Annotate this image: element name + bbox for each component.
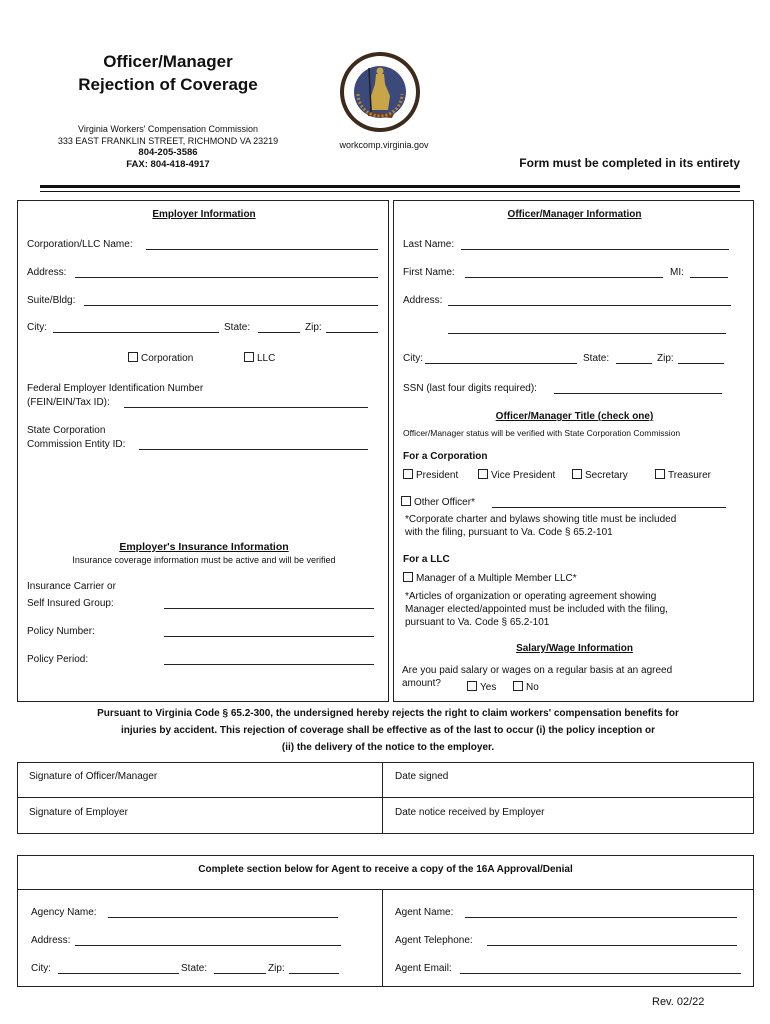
- salary-no-checkbox-box[interactable]: [513, 681, 523, 691]
- salary-yes-checkbox-box[interactable]: [467, 681, 477, 691]
- last-name-label: Last Name:: [403, 239, 455, 250]
- rejection-statement: [24, 705, 752, 756]
- agent-email-label: Agent Email:: [395, 963, 452, 974]
- form-title: [50, 50, 286, 96]
- agent-telephone-label: Agent Telephone:: [395, 935, 473, 946]
- signature-divider-vertical: [382, 763, 383, 833]
- employer-address-label: Address:: [27, 267, 67, 278]
- scc-entity-id-field[interactable]: [139, 449, 368, 450]
- virginia-seal-icon: [338, 50, 422, 134]
- ssn-label: SSN (last four digits required):: [403, 383, 537, 394]
- llc-note-line-2: Manager elected/appointed must be included with the filing,: [405, 604, 668, 615]
- salary-yes-checkbox[interactable]: [467, 681, 496, 693]
- salary-question-line-1: Are you paid salary or wages on a regular basis at an agreed: [402, 665, 673, 676]
- corp-note: [405, 513, 676, 539]
- policy-number-label: Policy Number:: [27, 626, 95, 637]
- other-officer-checkbox-box[interactable]: [401, 496, 411, 506]
- signature-divider-horizontal: [18, 797, 753, 798]
- employer-zip-label: Zip:: [305, 322, 322, 333]
- officer-address-field-2[interactable]: [448, 333, 726, 334]
- first-name-field[interactable]: [465, 277, 663, 278]
- fein-label-line-1: Federal Employer Identification Number: [27, 383, 204, 394]
- salary-no-checkbox[interactable]: [513, 681, 539, 693]
- insurance-note: Insurance coverage information must be active and will be verified: [72, 555, 336, 565]
- salary-question-line-2: amount?: [402, 678, 441, 689]
- llc-checkbox-label: LLC: [257, 353, 276, 364]
- last-name-field[interactable]: [461, 249, 729, 250]
- carrier-label-line-1: Insurance Carrier or: [27, 581, 116, 592]
- agent-address-label: Address:: [31, 935, 71, 946]
- other-officer-checkbox[interactable]: [401, 496, 475, 508]
- treasurer-label: Treasurer: [668, 470, 711, 481]
- officer-section: [393, 200, 754, 702]
- carrier-field[interactable]: [164, 608, 374, 609]
- employer-heading: Employer Information: [152, 209, 256, 220]
- llc-note: [405, 590, 668, 629]
- ssn-field[interactable]: [554, 393, 722, 394]
- officer-signature-field[interactable]: Signature of Officer/Manager: [29, 771, 158, 782]
- officer-city-label: City:: [403, 353, 423, 364]
- employer-state-label: State:: [224, 322, 251, 333]
- policy-period-field[interactable]: [164, 664, 374, 665]
- agent-state-label: State:: [181, 963, 208, 974]
- employer-suite-field[interactable]: [84, 305, 378, 306]
- corp-title-heading: For a Corporation: [403, 451, 488, 462]
- statement-line-3: (ii) the delivery of the notice to the employer.: [281, 742, 495, 753]
- carrier-label-line-2: Self Insured Group:: [27, 598, 114, 609]
- agent-heading: Complete section below for Agent to receive a copy of the 16A Approval/Denial: [198, 864, 573, 875]
- treasurer-checkbox-box[interactable]: [655, 469, 665, 479]
- corp-note-line-2: with the filing, pursuant to Va. Code § 65.2-101: [405, 527, 613, 538]
- employer-signature-field[interactable]: Signature of Employer: [29, 807, 128, 818]
- scc-label-line-2: Commission Entity ID:: [27, 439, 126, 450]
- corporation-checkbox-label: Corporation: [141, 353, 194, 364]
- secretary-checkbox[interactable]: [572, 469, 628, 481]
- title-line-2: Rejection of Coverage: [78, 75, 258, 94]
- agency-name-label: Agency Name:: [31, 907, 97, 918]
- vice-president-checkbox[interactable]: [478, 469, 555, 481]
- agency-address: 333 EAST FRANKLIN STREET, RICHMOND VA 23219: [57, 136, 279, 146]
- llc-title-heading: For a LLC: [403, 554, 450, 565]
- llc-note-line-1: *Articles of organization or operating agreement showing: [405, 591, 657, 602]
- verify-note: Officer/Manager status will be verified with State Corporation Commission: [403, 428, 681, 438]
- agent-heading-divider: [18, 889, 753, 890]
- mi-field[interactable]: [690, 277, 728, 278]
- policy-number-field[interactable]: [164, 636, 374, 637]
- salary-heading: Salary/Wage Information: [516, 643, 633, 654]
- agent-name-field[interactable]: [465, 917, 737, 918]
- scc-label-line-1: State Corporation: [27, 425, 106, 436]
- president-label: President: [416, 470, 459, 481]
- employer-zip-field[interactable]: [326, 332, 378, 333]
- vice-president-label: Vice President: [491, 470, 556, 481]
- agency-phone: 804-205-3586: [138, 147, 198, 158]
- employer-suite-label: Suite/Bldg:: [27, 295, 76, 306]
- date-signed-field[interactable]: Date signed: [395, 771, 449, 782]
- header-rule-thick: [40, 185, 740, 188]
- signature-table: [17, 762, 754, 834]
- president-checkbox[interactable]: [403, 469, 458, 481]
- president-checkbox-box[interactable]: [403, 469, 413, 479]
- title-line-1: Officer/Manager: [103, 52, 233, 71]
- agent-telephone-field[interactable]: [487, 945, 737, 946]
- secretary-label: Secretary: [585, 470, 628, 481]
- corporation-checkbox[interactable]: [128, 352, 193, 364]
- agent-name-label: Agent Name:: [395, 907, 454, 918]
- date-notice-field[interactable]: Date notice received by Employer: [395, 807, 545, 818]
- policy-period-label: Policy Period:: [27, 654, 89, 665]
- agency-name-field[interactable]: [108, 917, 338, 918]
- other-officer-field[interactable]: [492, 507, 726, 508]
- employer-section: [17, 200, 389, 702]
- agent-address-field[interactable]: [75, 945, 341, 946]
- llc-checkbox-box[interactable]: [244, 352, 254, 362]
- agent-zip-field[interactable]: [289, 973, 339, 974]
- officer-state-field[interactable]: [616, 363, 652, 364]
- agent-email-field[interactable]: [460, 973, 741, 974]
- first-name-label: First Name:: [403, 267, 455, 278]
- completion-notice: Form must be completed in its entirety: [519, 156, 740, 170]
- agent-city-label: City:: [31, 963, 51, 974]
- officer-state-label: State:: [583, 353, 610, 364]
- salary-no-label: No: [526, 682, 539, 693]
- vice-president-checkbox-box[interactable]: [478, 469, 488, 479]
- website-text: workcomp.virginia.gov: [339, 140, 429, 150]
- agent-zip-label: Zip:: [268, 963, 285, 974]
- officer-city-field[interactable]: [425, 363, 577, 364]
- llc-note-line-3: pursuant to Va. Code § 65.2-101: [405, 617, 550, 628]
- mi-label: MI:: [670, 267, 684, 278]
- agent-state-field[interactable]: [214, 973, 266, 974]
- header-rule-thin: [40, 191, 740, 192]
- fein-label-line-2: (FEIN/EIN/Tax ID):: [27, 397, 110, 408]
- officer-zip-label: Zip:: [657, 353, 674, 364]
- llc-manager-checkbox[interactable]: [403, 572, 577, 584]
- llc-manager-checkbox-box[interactable]: [403, 572, 413, 582]
- corporation-checkbox-box[interactable]: [128, 352, 138, 362]
- employer-address-field[interactable]: [75, 277, 378, 278]
- commission-contact: [40, 123, 296, 171]
- salary-yes-label: Yes: [480, 682, 497, 693]
- corp-name-label: Corporation/LLC Name:: [27, 239, 133, 250]
- officer-address-label: Address:: [403, 295, 443, 306]
- officer-zip-field[interactable]: [678, 363, 724, 364]
- agent-section: [17, 855, 754, 987]
- revision-label: Rev. 02/22: [652, 996, 705, 1008]
- agency-name: Virginia Workers' Compensation Commission: [78, 124, 258, 134]
- agency-fax: FAX: 804-418-4917: [126, 159, 210, 170]
- employer-city-field[interactable]: [53, 332, 219, 333]
- other-officer-label: Other Officer*: [414, 497, 475, 508]
- employer-state-field[interactable]: [258, 332, 300, 333]
- officer-address-field-1[interactable]: [448, 305, 731, 306]
- officer-heading: Officer/Manager Information: [507, 209, 642, 220]
- statement-line-1: Pursuant to Virginia Code § 65.2-300, the undersigned hereby rejects the right to claim workers' compensation benefits for: [97, 708, 679, 719]
- agent-divider-vertical: [382, 889, 383, 986]
- insurance-heading: Employer's Insurance Information: [119, 541, 289, 553]
- employer-city-label: City:: [27, 322, 47, 333]
- secretary-checkbox-box[interactable]: [572, 469, 582, 479]
- officer-title-heading: Officer/Manager Title (check one): [495, 411, 654, 422]
- treasurer-checkbox[interactable]: [655, 469, 711, 481]
- llc-manager-label: Manager of a Multiple Member LLC*: [416, 573, 577, 584]
- agent-city-field[interactable]: [58, 973, 179, 974]
- fein-field[interactable]: [124, 407, 368, 408]
- llc-checkbox[interactable]: [244, 352, 275, 364]
- corp-note-line-1: *Corporate charter and bylaws showing title must be included: [405, 514, 677, 525]
- statement-line-2: injuries by accident. This rejection of coverage shall be effective as of the last to occur (i) the policy inception or: [120, 725, 656, 736]
- corp-name-field[interactable]: [146, 249, 378, 250]
